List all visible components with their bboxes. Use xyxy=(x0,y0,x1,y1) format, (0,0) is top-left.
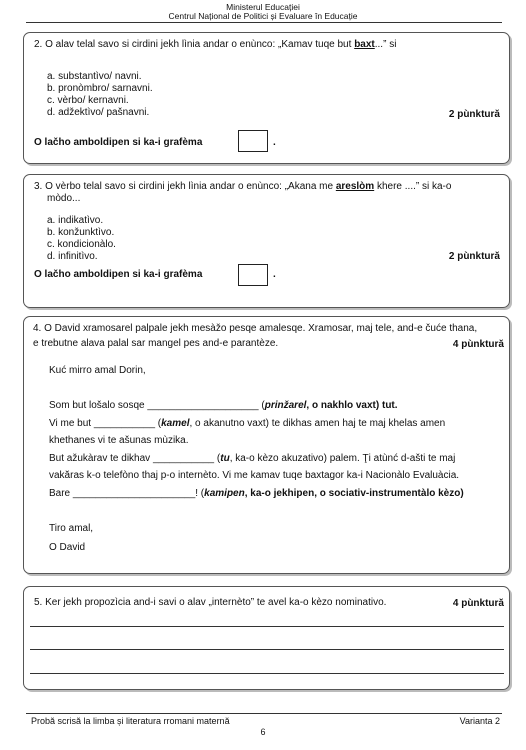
question-5-text: 5. Ker jekh propozìcia and-i savi o alav „internèto” te avel ka-o kèzo nominativo. xyxy=(34,597,387,608)
letter-line-6-start: Bare ______________________! ( xyxy=(49,488,205,499)
question-4-points: 4 pùnktură xyxy=(452,339,504,350)
letter-line-6-keyword: kamipen xyxy=(204,488,245,499)
question-5-points: 4 pùnktură xyxy=(452,598,504,609)
letter-line-2-keyword: kamel xyxy=(161,418,190,429)
question-3-keyword: areslòm xyxy=(335,181,375,192)
question-3-answer-dot: . xyxy=(273,269,276,280)
letter-line-5: vakăras k-o telefòno thaj p-o internèto. Vi me kamav tuqe baxtagor ka-i Nacionàlo Evaluàcia. xyxy=(49,470,460,481)
letter-line-1-start: Som but lošalo sosqe ____________________ ( xyxy=(49,400,265,411)
question-2-stem-end: ...” si xyxy=(374,39,397,50)
letter-line-6-end: , ka-o jekhipen, o sociativ-instrumentàlo kèzo) xyxy=(244,488,464,499)
question-3-points: 2 pùnktură xyxy=(448,251,500,262)
letter-line-6 xyxy=(49,488,464,500)
letter-line-4-keyword: tu xyxy=(220,453,230,464)
question-3-option-b: b. konžunktìvo. xyxy=(47,227,115,238)
question-2-keyword: baxt xyxy=(354,39,375,50)
letter-line-4 xyxy=(49,453,455,465)
letter-line-1-end: , o nakhlo vaxt) tut. xyxy=(306,400,398,411)
footer-exam-title: Probă scrisă la limba și literatura rromani maternă xyxy=(31,716,230,726)
question-3-stem xyxy=(34,181,451,193)
letter-closing: Tiro amal, xyxy=(49,523,94,534)
question-2-points: 2 pùnktură xyxy=(448,109,500,120)
question-4-line2: e trebutne alava palal sar mangel pes and-e parantèze. xyxy=(33,338,279,349)
header-divider xyxy=(26,22,502,23)
answer-line-1[interactable] xyxy=(30,626,504,627)
letter-line-3: khethanes vi te ašunas mùzika. xyxy=(49,435,189,446)
question-3-stem-start: 3. O vèrbo telal savo si cirdini jekh lìnia andar o enùnco: „Akana me xyxy=(34,181,336,192)
footer-divider xyxy=(26,713,502,714)
question-2-option-a: a. substantìvo/ navni. xyxy=(47,71,142,82)
letter-line-2-end: , o akanutno vaxt) te dikhas amen haj te maj khelas amen xyxy=(189,418,446,429)
question-2-option-b: b. pronòmbro/ sarnavni. xyxy=(47,83,153,94)
question-2-answer-prompt: O lačho amboldipen si ka-i grafèma xyxy=(34,137,203,148)
question-3-stem-line2: mòdo... xyxy=(47,193,81,204)
question-3-option-d: d. infinitìvo. xyxy=(47,251,98,262)
letter-greeting: Kuć mirro amal Dorin, xyxy=(49,365,146,376)
letter-signature: O David xyxy=(49,542,86,553)
question-3-box xyxy=(23,174,510,308)
question-3-option-a: a. indikatìvo. xyxy=(47,215,104,226)
question-2-option-d: d. adžektìvo/ pašnavni. xyxy=(47,107,150,118)
letter-line-1-keyword: prinžarel xyxy=(264,400,307,411)
question-2-option-c: c. vèrbo/ kernavni. xyxy=(47,95,129,106)
letter-line-1 xyxy=(49,400,398,412)
question-3-option-c: c. kondicionàlo. xyxy=(47,239,116,250)
question-3-answer-prompt: O lačho amboldipen si ka-i grafèma xyxy=(34,269,203,280)
letter-line-4-end: , ka-o kèzo akuzativo) palem. Ţi atùnć d-ašti te maj xyxy=(229,453,456,464)
ministry-heading: Ministerul Educației xyxy=(226,2,300,12)
letter-line-4-start: But ažukàrav te dikhav ___________ ( xyxy=(49,453,221,464)
footer-variant: Varianta 2 xyxy=(459,716,500,726)
question-3-stem-end: khere ....” si ka-o xyxy=(374,181,452,192)
question-4-line1: 4. O David xramosarel palpale jekh mesàžo pesqe amalesqe. Xramosar, maj tele, and-e čuće thana, xyxy=(33,323,478,334)
question-4-box xyxy=(23,316,510,574)
answer-line-3[interactable] xyxy=(30,673,504,674)
question-2-box xyxy=(23,32,510,164)
letter-line-2-start: Vi me but ___________ ( xyxy=(49,418,162,429)
question-2-answer-dot: . xyxy=(273,137,276,148)
question-2-stem-start: 2. O alav telal savo si cirdini jekh lìnia andar o enùnco: „Kamav tuqe but xyxy=(34,39,355,50)
question-5-box xyxy=(23,586,510,690)
question-3-answer-box[interactable] xyxy=(238,264,268,286)
page-number: 6 xyxy=(260,727,266,737)
question-2-answer-box[interactable] xyxy=(238,130,268,152)
question-2-stem xyxy=(34,39,396,51)
letter-line-2 xyxy=(49,418,445,430)
center-heading: Centrul Național de Politici și Evaluare în Educație xyxy=(168,11,358,21)
answer-line-2[interactable] xyxy=(30,649,504,650)
